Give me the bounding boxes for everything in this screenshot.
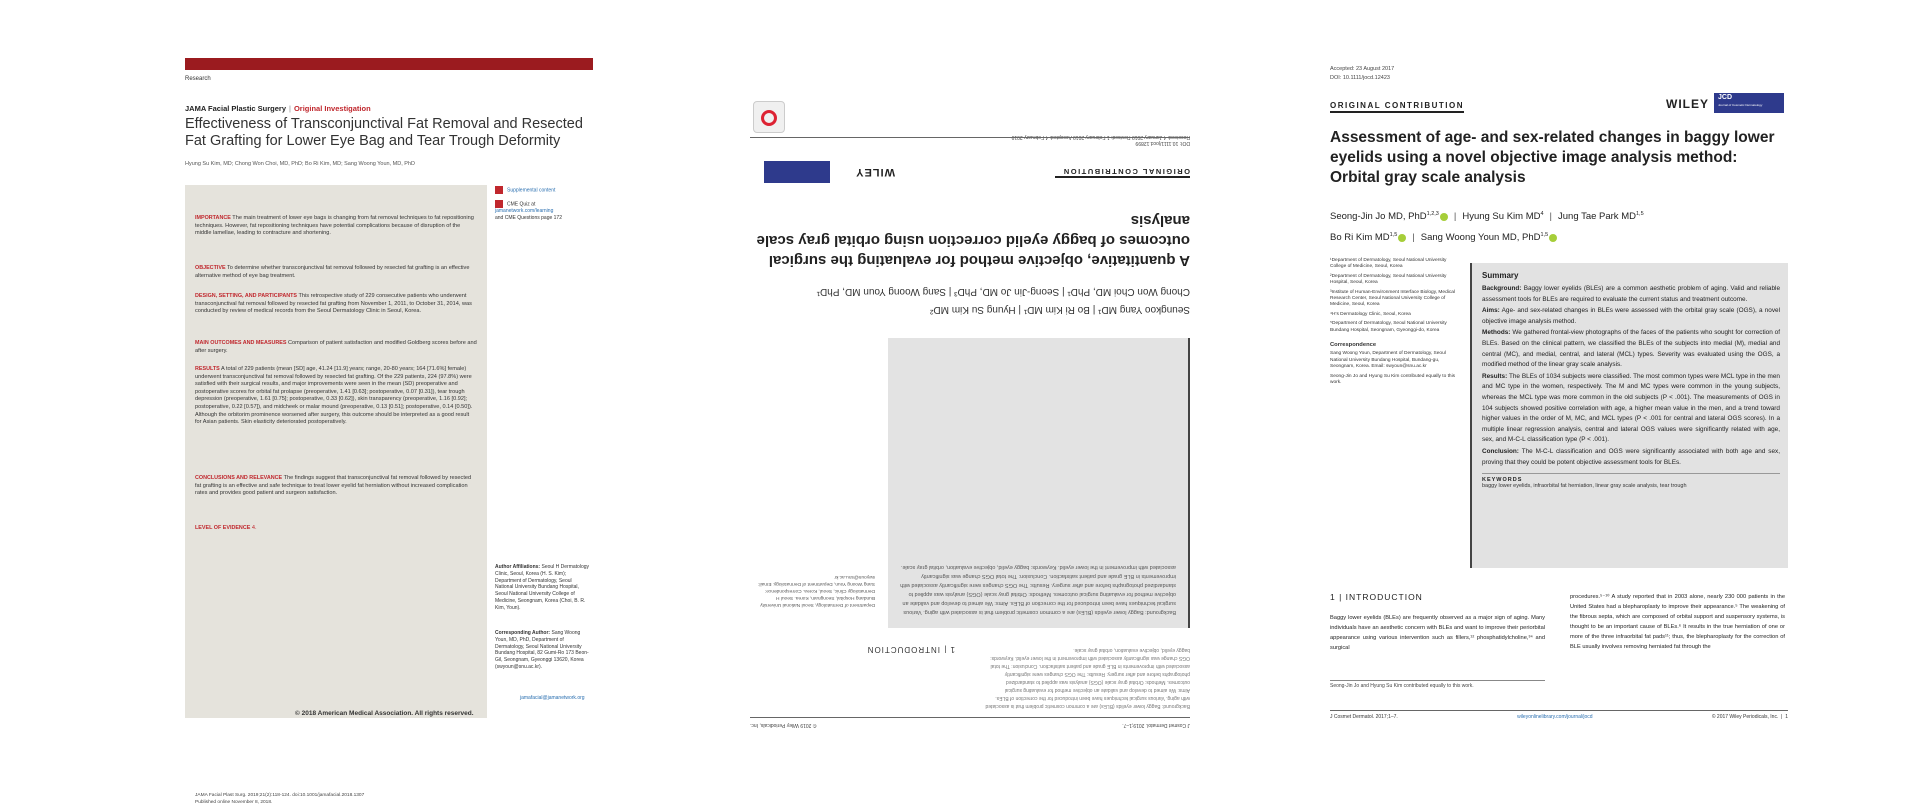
abstract-level: LEVEL OF EVIDENCE 4. <box>195 525 257 531</box>
divider <box>750 717 1190 718</box>
journal-url[interactable]: wileyonlinelibrary.com/journal/jocd <box>1517 714 1593 720</box>
article-type: ORIGINAL CONTRIBUTION <box>1062 167 1190 176</box>
crossmark-icon <box>761 110 777 126</box>
keywords-heading: KEYWORDS <box>1482 477 1523 484</box>
affiliations: ¹Department of Dermatology, Seoul National University College of Medicine, Seoul, Korea ²Department of Dermatology, Seoul National University Hospital, Seoul, Korea ³Institute of Human-Environment Interface Biology, Medical Research Center, Seoul National University College of Medicine, Seoul, Korea ⁴H's Dermatology Clinic, Seoul, Korea ⁵Department of Dermatology, Seoul National University Bundang Hospital, Seongnam, Gyeonggi-do, Korea Correspondence Sang Woong Youn, Department of Dermatology, Seoul National University Bundang Hospital, Bundang-gu, Seongnam, Korea. Email: swyoun@snu.ac.kr Seong-Jin Jo and Hyung Su Kim contributed equally to this work. <box>1330 258 1462 390</box>
abstract-importance: IMPORTANCE The main treatment of lower eye bags is changing from fat removal techniques to fat repositioning techniques. However, fat repositioning techniques have potential complications because of disruption of the middle lamellae, leading to contracture and shortening. <box>195 215 474 237</box>
jcd-article-page <box>1330 60 1790 740</box>
article-type: ORIGINAL CONTRIBUTION <box>1330 101 1464 113</box>
journal-header: JAMA Facial Plastic Surgery | Original Investigation <box>185 104 371 113</box>
summary-box <box>888 338 1190 628</box>
summary-aims: Aims: Age- and sex-related changes in BLEs were assessed with the orbital gray scale (OGS), a novel objective image analysis method. <box>1482 307 1780 325</box>
divider <box>1482 473 1780 474</box>
keywords: baggy lower eyelids, infraorbital fat herniation, linear gray scale analysis, tear trough <box>1482 483 1687 490</box>
correspondence-heading: Correspondence <box>1330 342 1377 349</box>
corresponding-author: Corresponding Author: Sang Woong Youn, MD, PhD, Department of Dermatology, Seoul National University Bundang Hospital, 82 Gumi-Ro 173 Beon-Gil, Seongnam, Gyeonggi 13620, Korea (swyoun@snu.ac.kr). <box>495 630 589 670</box>
page-number: 1 <box>1785 714 1788 720</box>
author-list: Seungkoo Yang MD¹ | Bo Ri Kim MD¹ | Hyung Su Kim MD² Chong Won Choi MD, PhD¹ | Seong-Jin Jo MD, PhD³ | Sang Woong Youn MD, PhD¹ <box>816 286 1190 315</box>
correspondence: Sang Woong Youn, Department of Dermatology, Seoul National University Bundang Hospital, Bundang-gu, Seongnam, Korea. Email: swyoun@snu.ac.kr <box>1330 351 1446 370</box>
crossmark-badge[interactable] <box>753 101 785 133</box>
summary-results: Results: The BLEs of 1034 subjects were classified. The most common types were MCL type in the men and MC type in the women, respectively. The M and MC types were common in the young subjects, whereas the MCL type was more common in the old subjects (P < .001). The measurements of OGS in 104 subjects showed positive correlation with age, a higher mean value in the men, and a trend toward higher values in the order of M, MC, and MCL types (P < .001 for central and lateral OGS scores). In a multiple linear regression analysis, central and lateral OGS values were significantly related with age, sex, and M-C-L classification type (P < .001). <box>1482 372 1780 444</box>
intro-column-2: procedures.⁵⁻¹⁰ A study reported that in 2003 alone, nearly 230 000 patients in the United States had a blepharoplasty to improve their appearance.⁵ The weakening of the fibrous septa, which are composed of orbital support and suspensory systems, is thought to be an important cause of BLEs.⁶ It results in the true herniation of one or more of the three infraorbital fat pads¹¹; thus, the blepharoplasty for the correction of BLE usually involves removing herniated fat through the <box>1570 594 1785 650</box>
publisher-logo: WILEY <box>1666 97 1709 111</box>
abstract-design: DESIGN, SETTING, AND PARTICIPANTS This retrospective study of 229 consecutive patients who underwent transconjunctival fat removal followed by resected fat grafting from November 1, 2011, to October 31, 2014, was conducted by review of medical records from the Seoul Dermatology Clinic in Seoul, Korea. <box>195 293 472 315</box>
abstract-results: RESULTS A total of 229 patients (mean [SD] age, 41.24 [11.9] years; range, 20-80 years; 164 [71.6%] female) underwent transconjunctival fat removal followed by resected fat grafting. Of the 229 patients, 224 (97.8%) were satisfied with their surgical results, and major improvements were seen in the mean (SD) preoperative and postoperative scores for orbital fat prolapse (preoperative, 1.41 [0.63]; postoperative, 0.07 [0.31]), tear trough depression (preoperative, 1.61 [0.75]; postoperative, 0.33 [0.62]), skin transparency (preoperative, 1.16 [0.92]; postoperative, 0.22 [0.57]), and midcheek or malar mound (preoperative, 0.13 [0.51]; postoperative, 0.14 [0.50]). Although the orbitorim prominence worsened after surgery, this outcome should be interpreted as a good result for Asian patients. Skin elasticity deteriorated postoperatively. <box>195 366 473 426</box>
author: Jung Tae Park MD$^{1,5}$ <box>1558 211 1644 223</box>
footnote: Seong-Jin Jo and Hyung Su Kim contributed equally to this work. <box>1330 680 1545 689</box>
divider <box>750 137 1190 138</box>
summary-box <box>1470 263 1788 568</box>
abstract-objective: OBJECTIVE To determine whether transconjunctival fat removal followed by resected fat grafting is an effective alternative method of eye bag treatment. <box>195 265 470 279</box>
supplemental-link[interactable]: Supplemental content <box>495 186 591 194</box>
page-footer: J Cosmet Dermatol. 2017;1–7. wileyonlinelibrary.com/journal/jocd © 2017 Wiley Periodicals, Inc. | 1 <box>1330 710 1788 720</box>
plus-icon <box>495 186 503 194</box>
author-list: Hyung Su Kim, MD; Chong Won Choi, MD, PhD; Bo Ri Kim, MD; Sang Woong Youn, MD, PhD <box>185 161 415 167</box>
section-label: Research <box>185 76 211 82</box>
publisher-logo: WILEY <box>855 166 895 178</box>
author-list: Seong-Jin Jo MD, PhD$^{1,2,3}$ | Hyung Su Kim $MD^4$ | Jung Tae Park MD$^{1,5}$ Bo Ri Kim MD$^{1,5}$ | Sang Woong Youn MD, PhD$^{1,5}$ <box>1330 211 1644 244</box>
abstract-conclusions: CONCLUSIONS AND RELEVANCE The findings suggest that transconjunctival fat removal followed by resected fat grafting is an effective and safe technique to treat lower eyelid fat herniation without increased complication rates and provides good patient and surgeon satisfaction. <box>195 475 472 497</box>
author-affiliations: Author Affiliations: Seoul H Dermatology Clinic, Seoul, Korea (H. S. Kim); Department of Dermatology, Seoul National University Bundang Hospital, Seoul National University College of Medicine, Seongnam, Korea (Choi, B. R. Kim, Youn). <box>495 564 590 611</box>
summary-conclusion: Conclusion: The M-C-L classification and OGS were significantly associated with both age and sex, proving that they could be potent objective assessment tools for BLEs. <box>1482 447 1780 466</box>
journal-logo <box>764 161 830 183</box>
intro-heading: 1 | INTRODUCTION <box>1330 592 1423 602</box>
affiliations: Department of Dermatology, Seoul National University Bundang Hospital, Seongnam, Korea. Seoul H Dermatology Clinic, Seoul, Korea. Correspondence: Sang Woong Youn, Department of Dermatology. Email: swyoun@snu.ac.kr <box>758 574 875 607</box>
intro-column-1: Baggy lower eyelids (BLEs) are frequently observed as a major sign of aging. Many individuals have an aesthetic concern with BLEs and want to improve their periorbital appearance using various intervention such as fillers,¹² phosphatidylcholine,³⁴ and surgical <box>1330 615 1545 651</box>
article-dates: DOI: 10.1111/jocd.12899 <box>1135 140 1190 146</box>
running-head: J Cosmet Dermatol. 2019;1–7. © 2019 Wiley Periodicals, Inc. <box>750 722 1190 728</box>
intro-heading: 1 | INTRODUCTION <box>866 645 955 654</box>
cme-link[interactable]: jamanetwork.com/learning <box>495 208 554 215</box>
orcid-icon[interactable] <box>1549 234 1557 242</box>
copyright: © 2018 American Medical Association. All rights reserved. <box>295 710 474 717</box>
body-text-left: Background: Baggy lower eyelids (BLEs) are a common cosmetic problem that is associated with aging. Various surgical techniques have been introduced for the correction of BLEs. Aims: We aimed to develop and validate an objective method for evaluating surgical outcomes. Methods: Orbital gray scale (OGS) analysis was applied to standardized photographs before and after surgery. Results: The OGS changes were significantly associated with improvements in BLE grade and patient satisfaction. Conclusion: The total OGS change was significantly associated with improvement in the lower eyelid. Keywords: baggy eyelid, objective evaluation, orbital gray scale. <box>985 647 1190 709</box>
summary-text: Background: Baggy lower eyelids (BLEs) are a common cosmetic problem that is associated with aging. Various surgical techniques have been introduced for the correction of BLEs. Aims: We aimed to develop and validate an objective method for evaluating surgical outcomes. Methods: Orbital gray scale (OGS) analysis was applied to standardized photographs before and after surgery. Results: The OGS changes were significantly associated with improvements in BLE grade and patient satisfaction. Conclusion: The total OGS change was significantly associated with improvement in the lower eyelid. Keywords: baggy eyelid, objective evaluation, orbital gray scale. <box>900 564 1176 615</box>
article-title: Effectiveness of Transconjunctival Fat Removal and Resected Fat Grafting for Lower Eye Bag and Tear Trough Deformity <box>185 116 583 149</box>
author: Sang Woong Youn MD, PhD$^{1,5}$ <box>1421 232 1557 243</box>
summary-methods: Methods: We gathered frontal-view photographs of the faces of the patients who sought for correction of BLEs. Based on the clinical pattern, we classified the BLEs of the subjects into medial (M), medial and central (MC), and medial, central, and lateral (MCL) types. Severity was evaluated using the OGS, a modified method of the linear gray scale analysis. <box>1482 329 1781 369</box>
abstract-outcomes: MAIN OUTCOMES AND MEASURES Comparison of patient satisfaction and modified Goldberg scores before and after surgery. <box>195 340 477 354</box>
author: Seong-Jin Jo MD, PhD$^{1,2,3}$ <box>1330 211 1448 222</box>
equal-contribution-note: Seong-Jin Jo and Hyung Su Kim contributed equally to this work. <box>1330 373 1456 386</box>
header-color-bar <box>185 58 593 70</box>
article-title: Assessment of age- and sex-related changes in baggy lower eyelids using a novel objective image analysis method: Orbital gray scale analysis <box>1330 129 1775 186</box>
jama-article-page <box>185 58 593 805</box>
journal-name: JAMA Facial Plastic Surgery <box>185 104 287 113</box>
citation: JAMA Facial Plast Surg. 2019;21(2):118-124. doi:10.1001/jamafacial.2018.1307 Published online November 8, 2018. <box>195 793 365 805</box>
cme-icon <box>495 200 503 208</box>
article-title: A quantitative, objective method for evaluating the surgical outcomes of baggy eyelid correction using orbital gray scale analysis <box>756 212 1190 269</box>
article-meta: Accepted: 23 August 2017 DOI: 10.1111/jocd.12423 <box>1330 66 1395 81</box>
contact-email[interactable]: jamafacial@jamanetwork.org <box>520 695 585 701</box>
journal-logo: JCD Journal of Cosmetic Dermatology <box>1714 93 1784 113</box>
divider <box>1055 176 1190 178</box>
author: Bo Ri Kim MD$^{1,5}$ <box>1330 232 1406 243</box>
summary-background: Background: Baggy lower eyelids (BLEs) are a common aesthetic problem of aging. Valid and reliable assessment tools for BLEs are required to evaluate the current status and treatment outcome. <box>1482 285 1780 303</box>
author: Hyung Su Kim $MD^4$ <box>1462 211 1544 223</box>
summary-heading: Summary <box>1482 271 1519 280</box>
orcid-icon[interactable] <box>1440 213 1448 221</box>
abstract-box <box>185 185 487 805</box>
upside-down-article-page <box>750 78 1190 738</box>
article-type: Original Investigation <box>293 104 371 113</box>
cme-quiz: CME Quiz at jamanetwork.com/learning and CME Questions page 172 <box>495 201 562 221</box>
